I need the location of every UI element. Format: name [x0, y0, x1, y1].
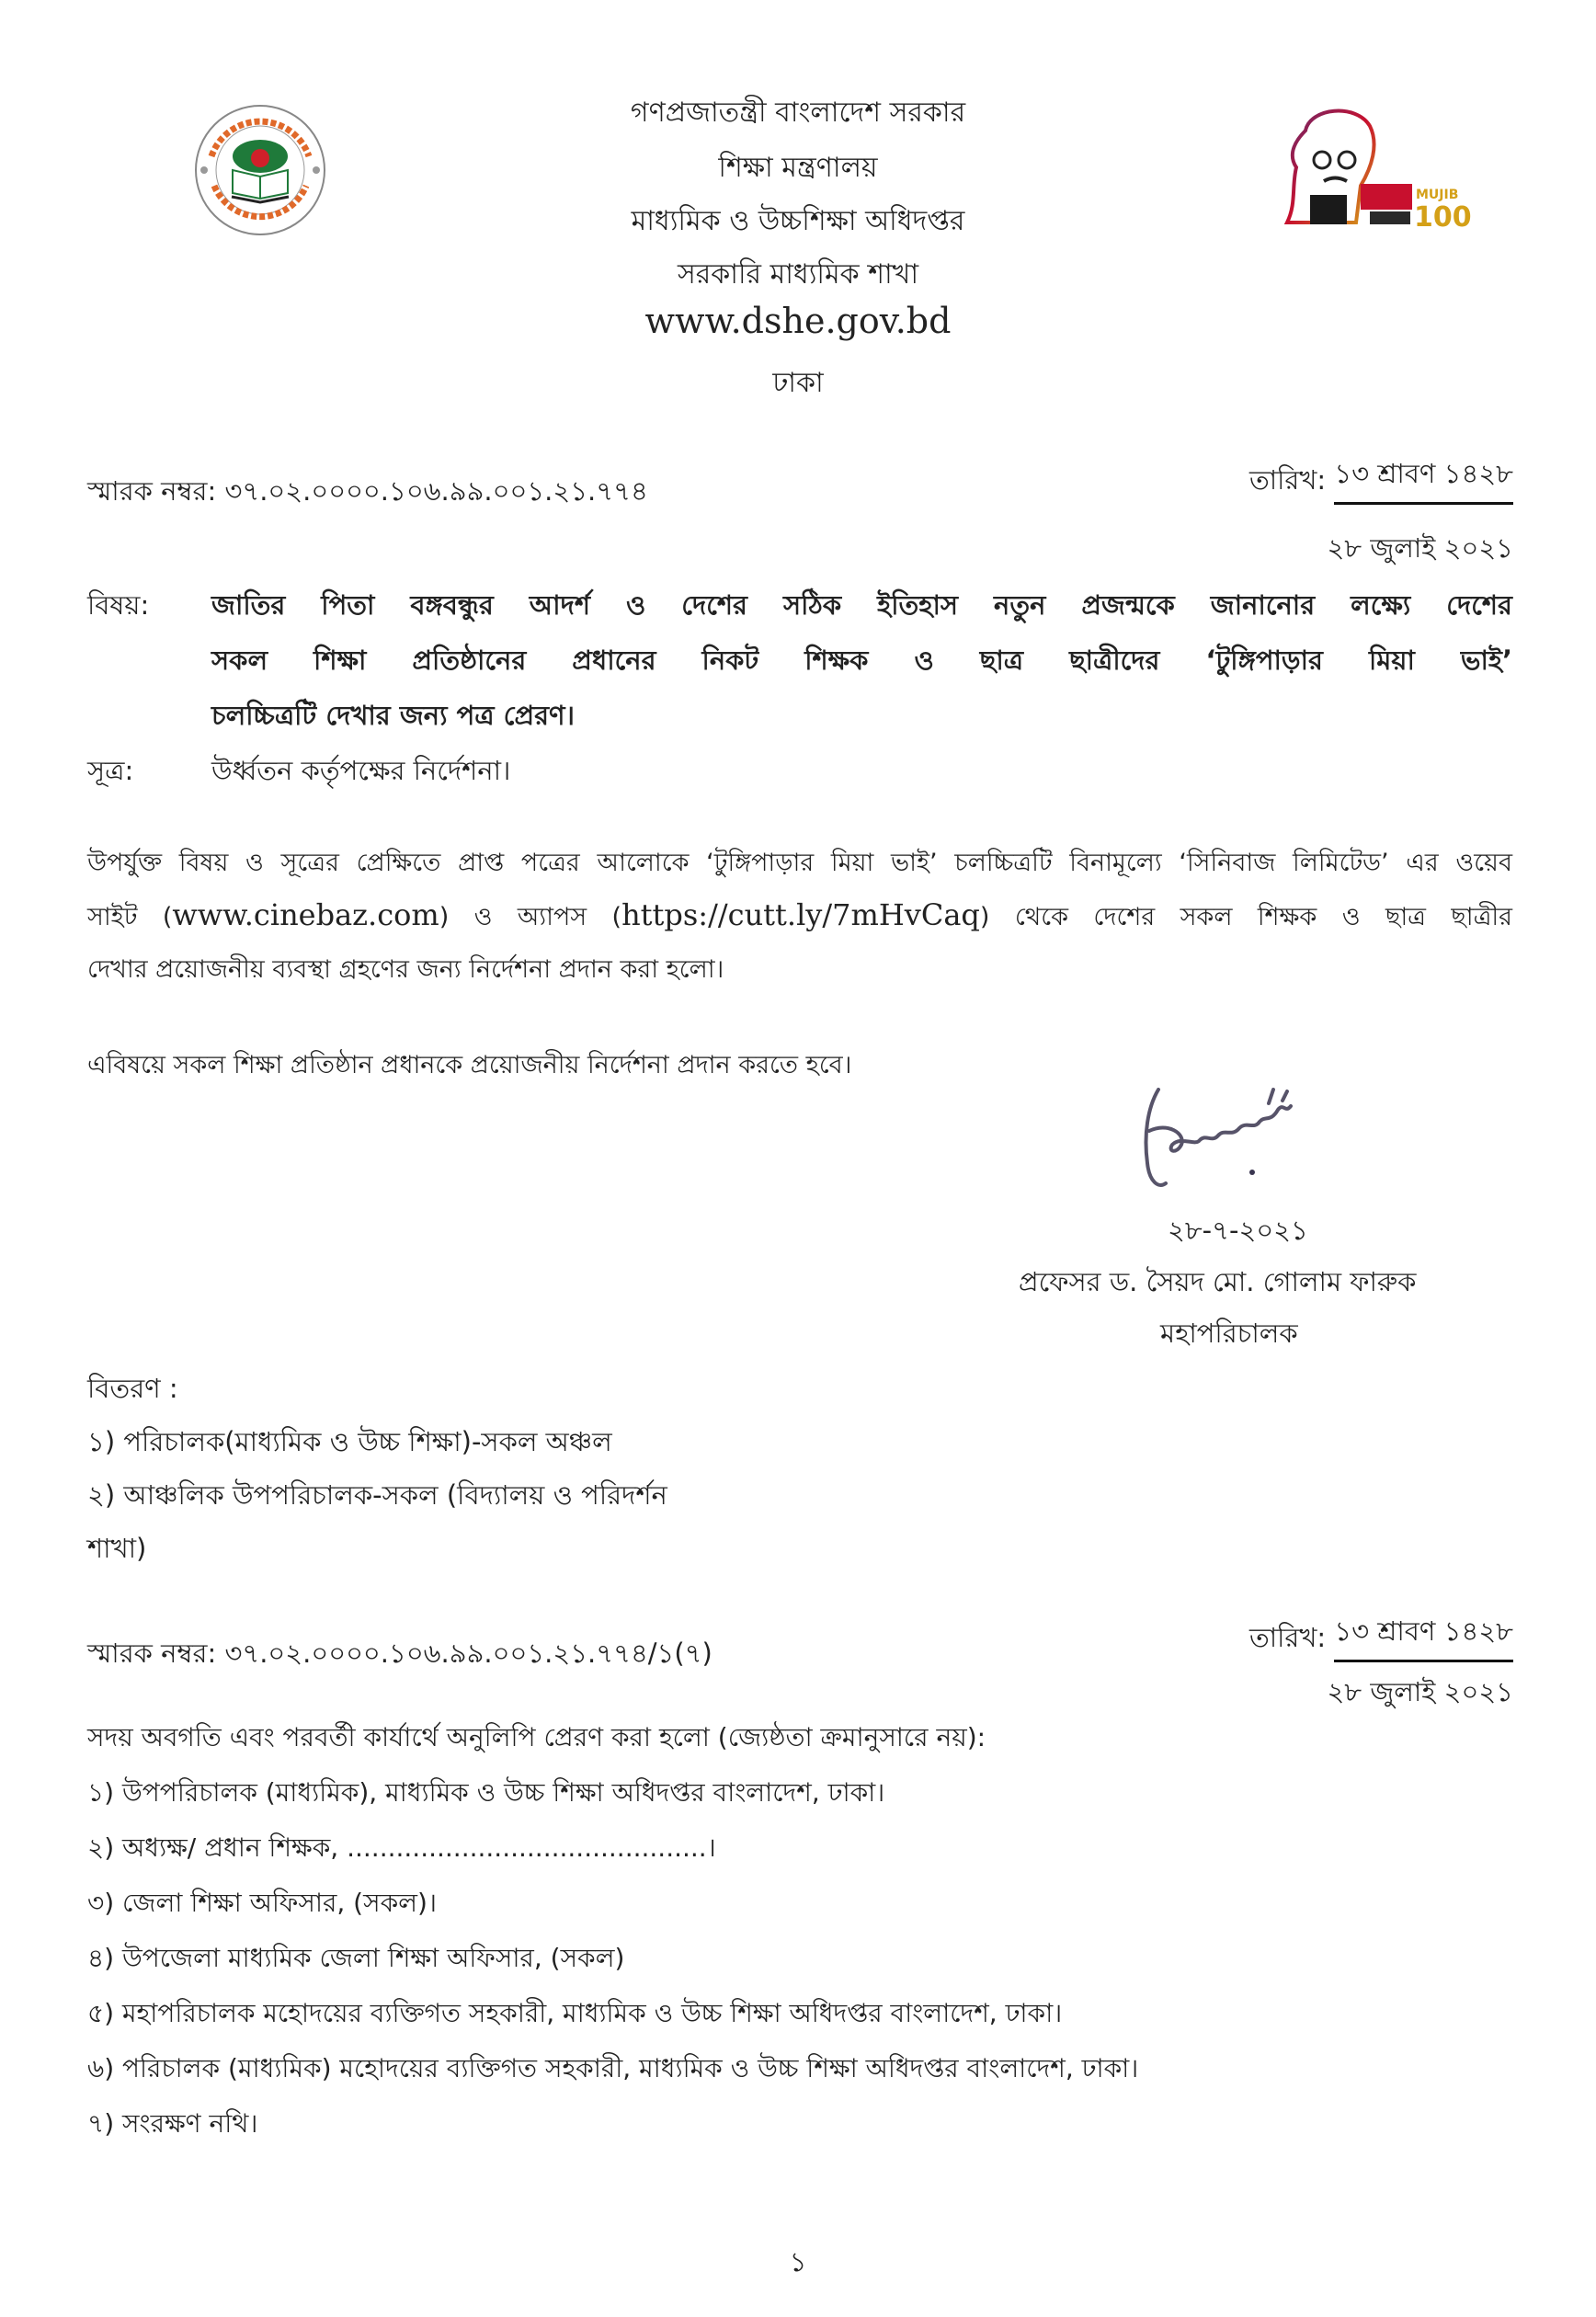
reference-text: উর্ধ্বতন কর্তৃপক্ষের নির্দেশনা।	[211, 755, 511, 786]
date-bangla: ১৩ শ্রাবণ ১৪২৮	[1334, 1611, 1513, 1662]
subject-label: বিষয়:	[87, 589, 150, 621]
subject-line-1: জাতির পিতা বঙ্গবন্ধুর আদর্শ ও দেশের সঠিক ইতিহাস নতুন প্রজন্মকে জানানোর লক্ষ্যে দেশের	[211, 589, 1512, 621]
signatory-designation: মহাপরিচালক	[1160, 1318, 1298, 1349]
distribution-item-2-cont: শাখা)	[87, 1533, 147, 1564]
date-bangla: ১৩ শ্রাবণ ১৪২৮	[1334, 453, 1513, 505]
memo2-ref-label: স্মারক নম্বর:	[87, 1638, 217, 1669]
body-text: ) থেকে দেশের সকল শিক্ষক ও ছাত্র ছাত্রীর	[979, 903, 1512, 931]
date-label: তারিখ:	[1248, 1622, 1327, 1653]
body-text: ) ও অ্যাপস (	[439, 903, 622, 931]
subject-line-2: সকল শিক্ষা প্রতিষ্ঠানের প্রধানের নিকট শিক্ষক ও ছাত্র ছাত্রীদের ‘টুঙ্গিপাড়ার মিয়া ভাই’	[211, 645, 1512, 676]
copies-item-7: ৭) সংরক্ষণ নথি।	[87, 2108, 258, 2139]
memo2-ref-value: ৩৭.০২.০০০০.১০৬.৯৯.০০১.২১.৭৭৪/১(৭)	[224, 1638, 712, 1669]
header-website[interactable]: www.dshe.gov.bd	[644, 301, 952, 341]
memo-reference-number	[87, 471, 648, 516]
distribution-item-2: ২) আঞ্চলিক উপপরিচালক-সকল (বিদ্যালয় ও পরিদর্শন	[87, 1479, 667, 1511]
memo-ref-value: ৩৭.০২.০০০০.১০৬.৯৯.০০১.২১.৭৭৪	[224, 475, 648, 507]
copies-item-2: ২) অধ্যক্ষ/ প্রধান শিক্ষক, ............................................।	[87, 1832, 716, 1863]
body-line-2	[87, 897, 1512, 940]
app-link[interactable]: https://cutt.ly/7mHvCaq	[621, 897, 980, 932]
body-paragraph-2: এবিষয়ে সকল শিক্ষা প্রতিষ্ঠান প্রধানকে প্রয়োজনীয় নির্দেশনা প্রদান করতে হবে।	[87, 1051, 852, 1079]
date-english: ২৮ জুলাই ২০২১	[1327, 532, 1513, 564]
svg-text:MUJIB: MUJIB	[1416, 188, 1459, 202]
copies-intro: সদয় অবগতি এবং পরবর্তী কার্যার্থে অনুলিপি প্রেরণ করা হলো (জ্যেষ্ঠতা ক্রমানুসারে নয়):	[87, 1722, 986, 1752]
copies-item-4: ৪) উপজেলা মাধ্যমিক জেলা শিক্ষা অফিসার, (সকল)	[87, 1943, 625, 1973]
header-government: গণপ্রজাতন্ত্রী বাংলাদেশ সরকার	[630, 97, 966, 129]
signature-date: ২৮-৭-২০২১	[1168, 1215, 1308, 1246]
copies-item-1: ১) উপপরিচালক (মাধ্যমিক), মাধ্যমিক ও উচ্চ শিক্ষা অধিদপ্তর বাংলাদেশ, ঢাকা।	[87, 1777, 885, 1808]
copies-item-3: ৩) জেলা শিক্ষা অফিসার, (সকল)।	[87, 1888, 437, 1918]
distribution-item-1: ১) পরিচালক(মাধ্যমিক ও উচ্চ শিক্ষা)-সকল অঞ্চল	[87, 1426, 612, 1457]
copies-item-6: ৬) পরিচালক (মাধ্যমিক) মহোদয়ের ব্যক্তিগত সহকারী, মাধ্যমিক ও উচ্চ শিক্ষা অধিদপ্তর বাংলাদেশ, ঢাকা।	[87, 2053, 1139, 2083]
memo-ref-label: স্মারক নম্বর:	[87, 475, 217, 507]
header-branch: সরকারি মাধ্যমিক শাখা	[677, 258, 919, 291]
body-text: সাইট (	[87, 903, 173, 931]
distribution-label: বিতরণ :	[87, 1373, 178, 1404]
body-line-3: দেখার প্রয়োজনীয় ব্যবস্থা গ্রহণের জন্য নির্দেশনা প্রদান করা হলো।	[87, 955, 724, 984]
cinebaz-link[interactable]: www.cinebaz.com	[172, 897, 439, 932]
subject-line-3: চলচ্চিত্রটি দেখার জন্য পত্র প্রেরণ।	[211, 700, 575, 731]
copies-item-5: ৫) মহাপরিচালক মহোদয়ের ব্যক্তিগত সহকারী, মাধ্যমিক ও উচ্চ শিক্ষা অধিদপ্তর বাংলাদেশ, ঢাকা।	[87, 1998, 1063, 2028]
header-city: ঢাকা	[772, 367, 824, 399]
memo-date-block	[1249, 453, 1513, 505]
memo2-date-english: ২৮ জুলাই ২০২১	[1327, 1676, 1513, 1707]
reference-label: সূত্র:	[87, 755, 134, 786]
header-directorate: মাধ্যমিক ও উচ্চশিক্ষা অধিদপ্তর	[631, 205, 965, 237]
handwritten-signature	[1131, 1080, 1333, 1195]
header-ministry: শিক্ষা মন্ত্রণালয়	[718, 152, 878, 184]
memo2-date-block	[1249, 1611, 1513, 1662]
body-line-1: উপর্যুক্ত বিষয় ও সূত্রের প্রেক্ষিতে প্রাপ্ত পত্রের আলোকে ‘টুঙ্গিপাড়ার মিয়া ভাই’ চলচ্চিত্রটি বিনামূল্যে ‘সিনিবাজ লিমিটেড’ এর ওয়েব	[87, 849, 1512, 877]
signatory-name: প্রফেসর ড. সৈয়দ মো. গোলাম ফারুক	[1019, 1266, 1417, 1297]
date-label: তারিখ:	[1248, 464, 1327, 496]
memo2-reference-number	[87, 1633, 712, 1678]
svg-text:100: 100	[1414, 201, 1472, 232]
page-number: ১	[789, 2246, 807, 2277]
